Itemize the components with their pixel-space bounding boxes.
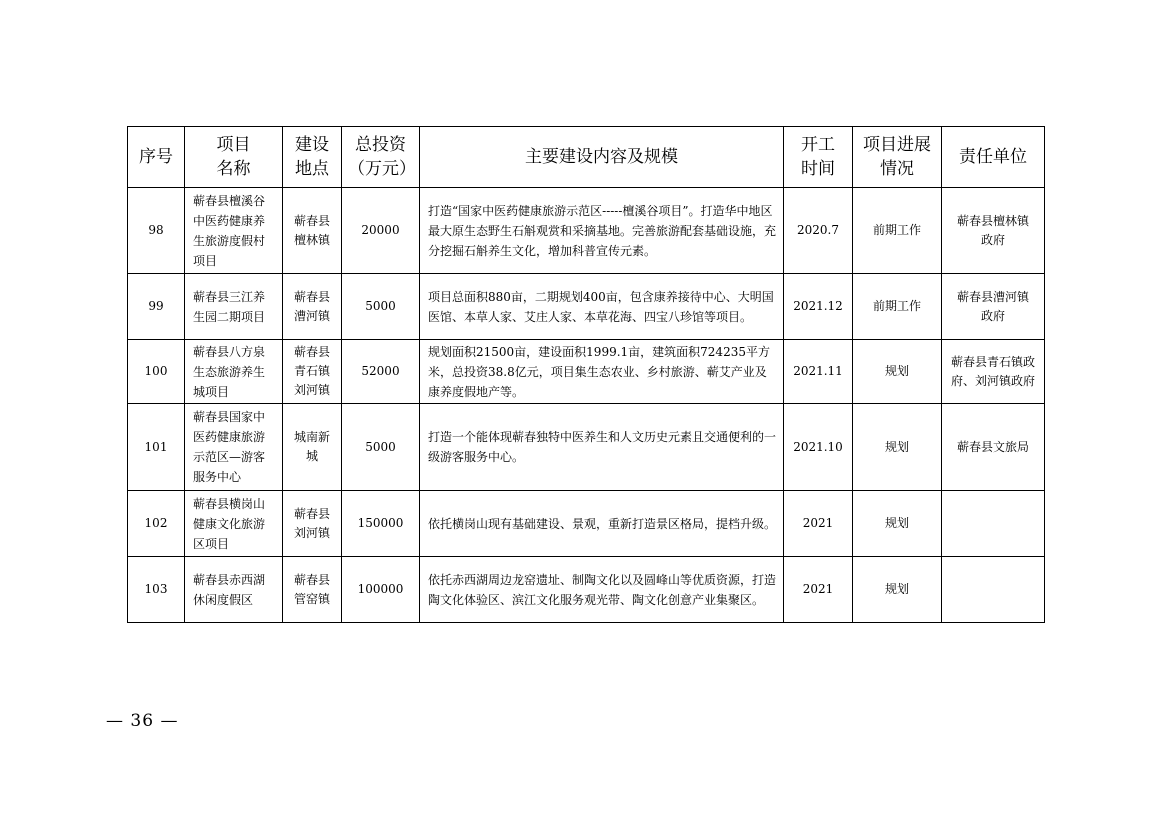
cell-start: 2021.11: [784, 340, 853, 404]
cell-start: 2021.10: [784, 404, 853, 491]
table-row: [128, 491, 1045, 557]
cell-start: 2021.12: [784, 274, 853, 340]
header-investment: 总投资（万元）: [342, 127, 420, 188]
cell-name: 蕲春县三江养生园二期项目: [185, 274, 283, 340]
cell-no: 100: [128, 340, 185, 404]
table-row: [128, 557, 1045, 623]
table-row: [128, 274, 1045, 340]
cell-location: 蕲春县漕河镇: [283, 274, 342, 340]
cell-no: 102: [128, 491, 185, 557]
cell-name: 蕲春县国家中医药健康旅游示范区—游客服务中心: [185, 404, 283, 491]
cell-content: 依托赤西湖周边龙窑遗址、制陶文化以及圆峰山等优质资源，打造陶文化体验区、滨江文化服务观光带、陶文化创意产业集聚区。: [420, 557, 784, 623]
cell-name: 蕲春县檀溪谷中医药健康养生旅游度假村项目: [185, 188, 283, 274]
cell-investment: 52000: [342, 340, 420, 404]
cell-location: 蕲春县青石镇刘河镇: [283, 340, 342, 404]
cell-investment: 5000: [342, 404, 420, 491]
project-table: [127, 126, 1045, 623]
cell-start: 2021: [784, 557, 853, 623]
cell-content: 打造一个能体现蕲春独特中医养生和人文历史元素且交通便利的一级游客服务中心。: [420, 404, 784, 491]
cell-progress: 前期工作: [853, 274, 942, 340]
table-row: [128, 340, 1045, 404]
page-number: — 36 —: [106, 711, 179, 731]
cell-unit: [942, 557, 1045, 623]
cell-content: 依托横岗山现有基础建设、景观，重新打造景区格局，提档升级。: [420, 491, 784, 557]
header-content: 主要建设内容及规模: [420, 127, 784, 188]
cell-name: 蕲春县八方泉生态旅游养生城项目: [185, 340, 283, 404]
cell-no: 98: [128, 188, 185, 274]
cell-unit: 蕲春县檀林镇政府: [942, 188, 1045, 274]
cell-location: 蕲春县刘河镇: [283, 491, 342, 557]
cell-investment: 150000: [342, 491, 420, 557]
cell-no: 103: [128, 557, 185, 623]
cell-no: 99: [128, 274, 185, 340]
cell-progress: 规划: [853, 340, 942, 404]
cell-progress: 规划: [853, 491, 942, 557]
cell-location: 城南新城: [283, 404, 342, 491]
table-row: [128, 188, 1045, 274]
cell-name: 蕲春县赤西湖休闲度假区: [185, 557, 283, 623]
cell-start: 2020.7: [784, 188, 853, 274]
cell-unit: [942, 491, 1045, 557]
cell-progress: 前期工作: [853, 188, 942, 274]
cell-no: 101: [128, 404, 185, 491]
table-header-row: [128, 127, 1045, 188]
cell-location: 蕲春县管窑镇: [283, 557, 342, 623]
cell-investment: 100000: [342, 557, 420, 623]
cell-investment: 5000: [342, 274, 420, 340]
header-no: 序号: [128, 127, 185, 188]
cell-start: 2021: [784, 491, 853, 557]
cell-progress: 规划: [853, 404, 942, 491]
header-start: 开工时间: [784, 127, 853, 188]
cell-unit: 蕲春县文旅局: [942, 404, 1045, 491]
table-row: [128, 404, 1045, 491]
cell-content: 打造“国家中医药健康旅游示范区-----檀溪谷项目”。打造华中地区最大原生态野生石斛观赏和采摘基地。完善旅游配套基础设施，充分挖掘石斛养生文化，增加科普宣传元素。: [420, 188, 784, 274]
cell-content: 项目总面积880亩，二期规划400亩，包含康养接待中心、大明国医馆、本草人家、艾庄人家、本草花海、四宝八珍馆等项目。: [420, 274, 784, 340]
header-progress: 项目进展情况: [853, 127, 942, 188]
cell-unit: 蕲春县漕河镇政府: [942, 274, 1045, 340]
header-unit: 责任单位: [942, 127, 1045, 188]
header-location: 建设地点: [283, 127, 342, 188]
cell-unit: 蕲春县青石镇政府、刘河镇政府: [942, 340, 1045, 404]
header-name: 项目名称: [185, 127, 283, 188]
cell-progress: 规划: [853, 557, 942, 623]
cell-content: 规划面积21500亩，建设面积1999.1亩，建筑面积724235平方米，总投资38.8亿元，项目集生态农业、乡村旅游、蕲艾产业及康养度假地产等。: [420, 340, 784, 404]
cell-name: 蕲春县横岗山健康文化旅游区项目: [185, 491, 283, 557]
cell-location: 蕲春县檀林镇: [283, 188, 342, 274]
cell-investment: 20000: [342, 188, 420, 274]
